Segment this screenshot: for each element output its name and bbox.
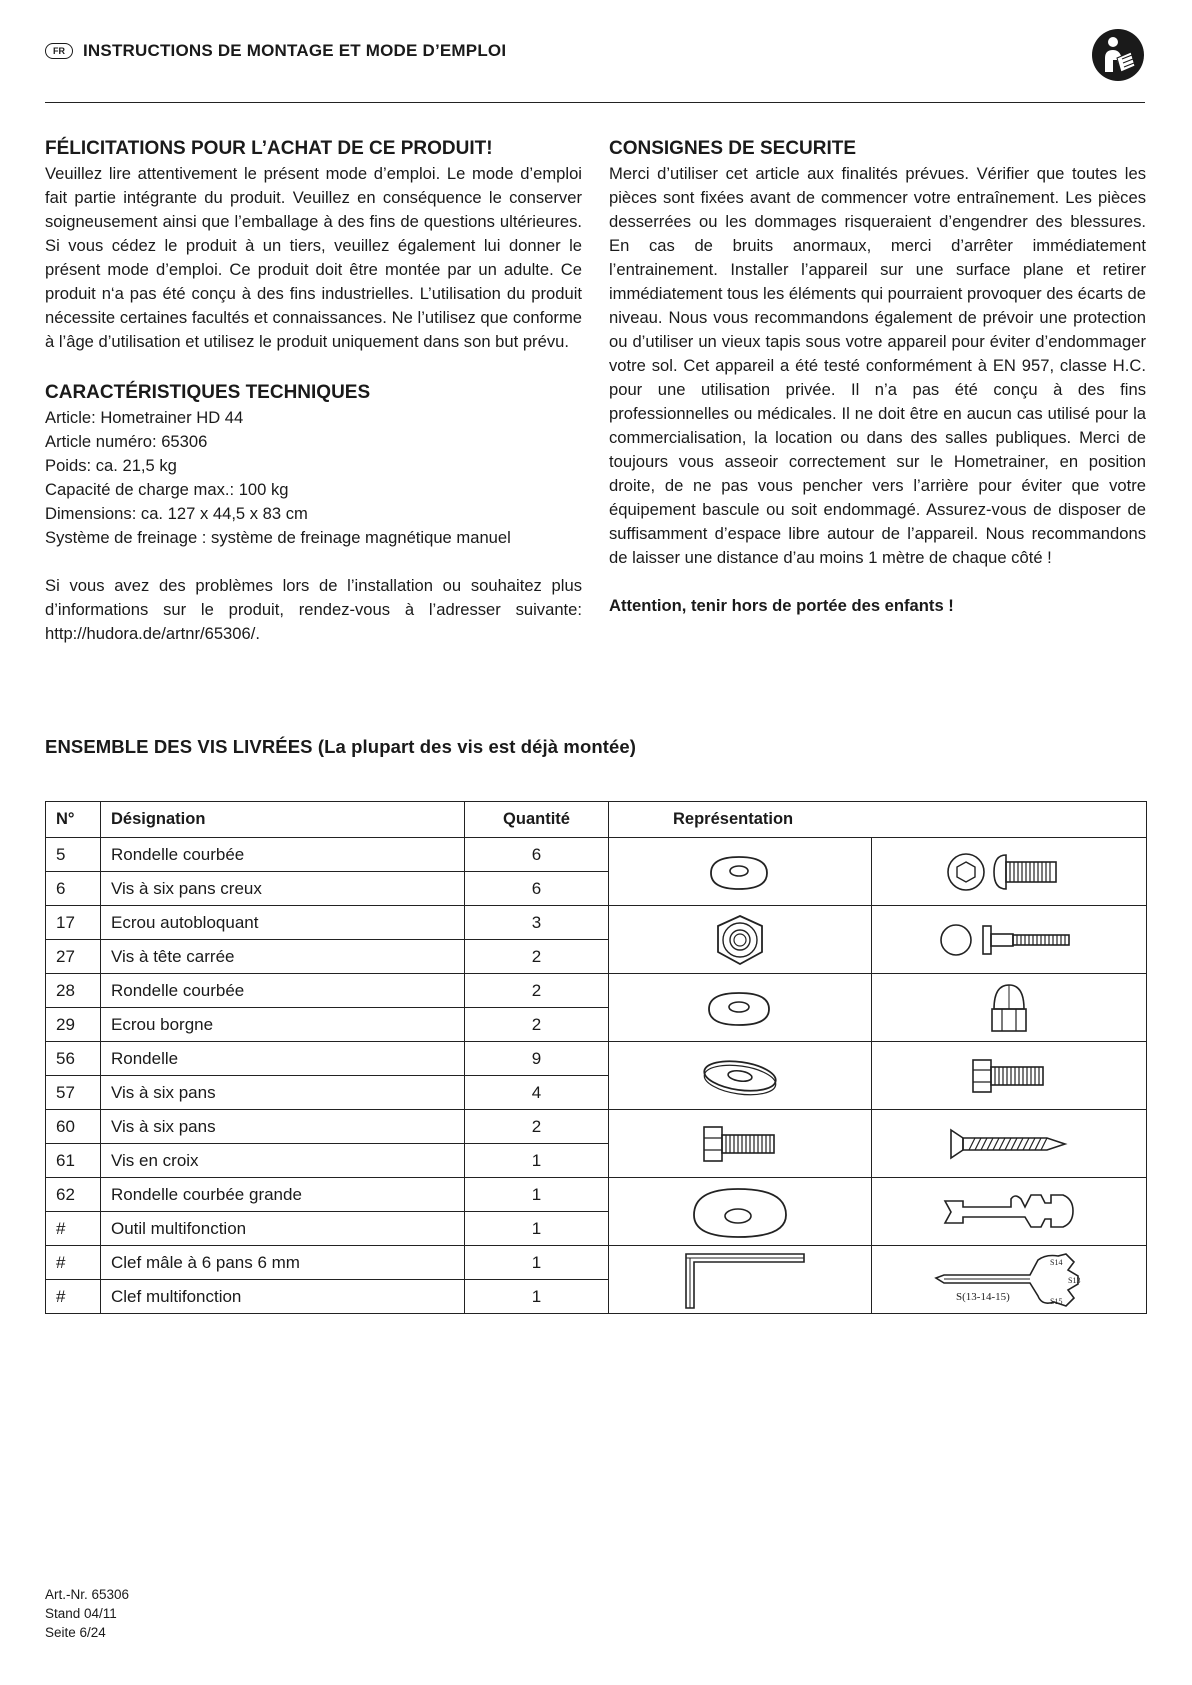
part-number: 5 — [46, 838, 101, 872]
left-column — [45, 136, 582, 646]
hex-bolt-icon — [700, 1121, 780, 1167]
part-designation: Clef multifonction — [101, 1280, 465, 1314]
wrench-size-s15: S15 — [1050, 1296, 1063, 1306]
part-drawing-cell — [609, 974, 872, 1042]
col-header-representation: Représentation — [609, 802, 1147, 838]
table-header-row — [46, 802, 1147, 838]
part-number: 60 — [46, 1110, 101, 1144]
curved-washer-icon — [703, 983, 777, 1033]
spec-item: Système de freinage : système de freinage magnétique manuel — [45, 528, 511, 547]
part-designation: Vis en croix — [101, 1144, 465, 1178]
page-number: Seite 6/24 — [45, 1625, 106, 1640]
part-number: 56 — [46, 1042, 101, 1076]
part-number: 29 — [46, 1008, 101, 1042]
cap-nut-icon — [984, 979, 1034, 1037]
carriage-bolt-icon — [939, 920, 1079, 960]
part-quantity: 4 — [465, 1076, 609, 1110]
part-number: 28 — [46, 974, 101, 1008]
part-drawing-cell — [872, 1178, 1147, 1246]
spec-item: Article numéro: 65306 — [45, 432, 208, 451]
part-quantity: 1 — [465, 1246, 609, 1280]
part-designation: Rondelle — [101, 1042, 465, 1076]
parts-title: ENSEMBLE DES VIS LIVRÉES (La plupart des vis est déjà montée) — [45, 736, 637, 757]
part-quantity: 1 — [465, 1144, 609, 1178]
part-drawing-cell — [872, 1110, 1147, 1178]
part-drawing-cell — [872, 838, 1147, 906]
page-title: INSTRUCTIONS DE MONTAGE ET MODE D’EMPLOI — [83, 41, 507, 60]
part-designation: Outil multifonction — [101, 1212, 465, 1246]
part-designation: Ecrou autobloquant — [101, 906, 465, 940]
cross-screw-icon — [947, 1124, 1071, 1164]
flat-washer-icon — [698, 1051, 782, 1101]
page-footer — [45, 1585, 129, 1642]
article-number: Art.-Nr. 65306 — [45, 1587, 130, 1602]
socket-cap-screw-icon — [944, 847, 1074, 897]
spec-item: Dimensions: ca. 127 x 44,5 x 83 cm — [45, 504, 308, 523]
multi-wrench-icon — [934, 1250, 1084, 1310]
table-row — [46, 1110, 1147, 1144]
part-number: 57 — [46, 1076, 101, 1110]
support-paragraph: Si vous avez des problèmes lors de l’installation ou souhaitez plus d’informations sur le produit, rendez-vous à l’adresser suivante: http://hudora.de/artnr/65306/. — [45, 576, 582, 643]
part-number: # — [46, 1280, 101, 1314]
intro-heading: FÉLICITATIONS POUR L’ACHAT DE CE PRODUIT! — [45, 138, 493, 159]
part-drawing-cell — [872, 1246, 1147, 1314]
part-drawing-cell — [872, 1042, 1147, 1110]
spec-item: Poids: ca. 21,5 kg — [45, 456, 177, 475]
part-quantity: 1 — [465, 1178, 609, 1212]
part-designation: Vis à six pans — [101, 1076, 465, 1110]
children-warning: Attention, tenir hors de portée des enfants ! — [609, 596, 954, 615]
part-drawing-cell — [609, 1246, 872, 1314]
part-number: 17 — [46, 906, 101, 940]
part-drawing-cell — [609, 906, 872, 974]
right-column — [609, 136, 1146, 618]
part-number: 6 — [46, 872, 101, 906]
header-divider — [45, 102, 1145, 103]
wrench-size-label: S(13-14-15) — [956, 1290, 1010, 1303]
part-quantity: 2 — [465, 974, 609, 1008]
intro-paragraph: Veuillez lire attentivement le présent mode d’emploi. Le mode d’emploi fait partie intégrante du produit. Veuillez en conséquence le conserver soigneusement ainsi que l’emballage à des fins de questions ultérieures. Si vous cédez le produit à un tiers, veuillez également lui donner le présent mode d’emploi. Ce produit doit être montée par un adulte. Ce produit n‘a pas été conçu à des fins industrielles. L’utilisation du produit nécessite certaines facultés et connaissances. Ne l’utilisez que conforme à l’âge d’utilisation et utilisez le produit uniquement dans son but prévu. — [45, 164, 582, 351]
part-designation: Vis à tête carrée — [101, 940, 465, 974]
part-drawing-cell — [609, 1042, 872, 1110]
part-designation: Rondelle courbée — [101, 838, 465, 872]
part-quantity: 9 — [465, 1042, 609, 1076]
lock-nut-icon — [710, 912, 770, 968]
hex-key-icon — [670, 1250, 810, 1310]
part-quantity: 6 — [465, 872, 609, 906]
part-number: 61 — [46, 1144, 101, 1178]
col-header-no: N° — [46, 802, 101, 838]
table-row — [46, 974, 1147, 1008]
col-header-designation: Désignation — [101, 802, 465, 838]
specs-list — [45, 406, 582, 550]
part-quantity: 2 — [465, 1008, 609, 1042]
curved-washer-icon — [705, 847, 775, 897]
part-number: # — [46, 1246, 101, 1280]
table-row — [46, 1042, 1147, 1076]
part-designation: Rondelle courbée grande — [101, 1178, 465, 1212]
read-manual-icon — [1091, 28, 1145, 82]
part-number: # — [46, 1212, 101, 1246]
document-version: Stand 04/11 — [45, 1606, 117, 1621]
wrench-size-s13: S13 — [1068, 1275, 1081, 1285]
specs-heading: CARACTÉRISTIQUES TECHNIQUES — [45, 382, 371, 403]
table-row — [46, 906, 1147, 940]
page-header — [45, 28, 1145, 103]
part-quantity: 6 — [465, 838, 609, 872]
part-number: 62 — [46, 1178, 101, 1212]
part-drawing-cell — [872, 974, 1147, 1042]
safety-heading: CONSIGNES DE SECURITE — [609, 138, 857, 159]
multifunction-tool-icon — [941, 1187, 1077, 1237]
part-drawing-cell — [609, 838, 872, 906]
wrench-size-s14: S14 — [1050, 1257, 1063, 1267]
col-header-quantity: Quantité — [465, 802, 609, 838]
part-designation: Vis à six pans — [101, 1110, 465, 1144]
part-designation: Ecrou borgne — [101, 1008, 465, 1042]
hex-bolt-icon — [969, 1054, 1049, 1098]
part-designation: Vis à six pans creux — [101, 872, 465, 906]
language-badge: FR — [45, 43, 73, 59]
safety-paragraph: Merci d’utiliser cet article aux finalités prévues. Vérifier que toutes les pièces sont fixées avant de commencer votre entraînement. Les pièces desserrées ou les dommages risqueraient d’engendrer des blessures. En cas de bruits anormaux, merci d’arrêter immédiatement l’entrainement. Installer l’appareil sur une surface plane et retirer immédiatement tous les éléments qui pourraient provoquer des écarts de niveau. Nous vous recommandons également de prévoir une protection ou d’utiliser un vieux tapis sous votre appareil pour éviter d’endommager votre sol. Cet appareil a été testé conformément à EN 957, classe H.C. pour une utilisation privée. Il n’a pas été conçu à des fins professionnelles ou médicales. Il ne doit être en aucun cas utilisé pour la commercialisation, la location ou dans des salles publiques. Merci de toujours vous asseoir correctement sur le Hometrainer, en position droite, de ne pas vous pencher vers l’arrière pour éviter que votre équipement bascule ou soit endommagé. Assurez-vous de disposer de suffisamment d’espace libre autour de l’appareil. Nous recommandons de laisser une distance d’au moins 1 mètre de chaque côté ! — [609, 164, 1146, 567]
part-quantity: 2 — [465, 1110, 609, 1144]
part-quantity: 3 — [465, 906, 609, 940]
spec-item: Capacité de charge max.: 100 kg — [45, 480, 289, 499]
large-curved-washer-icon — [688, 1181, 792, 1243]
part-quantity: 2 — [465, 940, 609, 974]
part-designation: Clef mâle à 6 pans 6 mm — [101, 1246, 465, 1280]
part-quantity: 1 — [465, 1280, 609, 1314]
part-drawing-cell — [609, 1178, 872, 1246]
spec-item: Article: Hometrainer HD 44 — [45, 408, 244, 427]
part-designation: Rondelle courbée — [101, 974, 465, 1008]
part-drawing-cell — [872, 906, 1147, 974]
table-row — [46, 1246, 1147, 1280]
part-number: 27 — [46, 940, 101, 974]
table-row — [46, 838, 1147, 872]
part-drawing-cell — [609, 1110, 872, 1178]
parts-table — [45, 801, 1147, 1314]
part-quantity: 1 — [465, 1212, 609, 1246]
table-row — [46, 1178, 1147, 1212]
